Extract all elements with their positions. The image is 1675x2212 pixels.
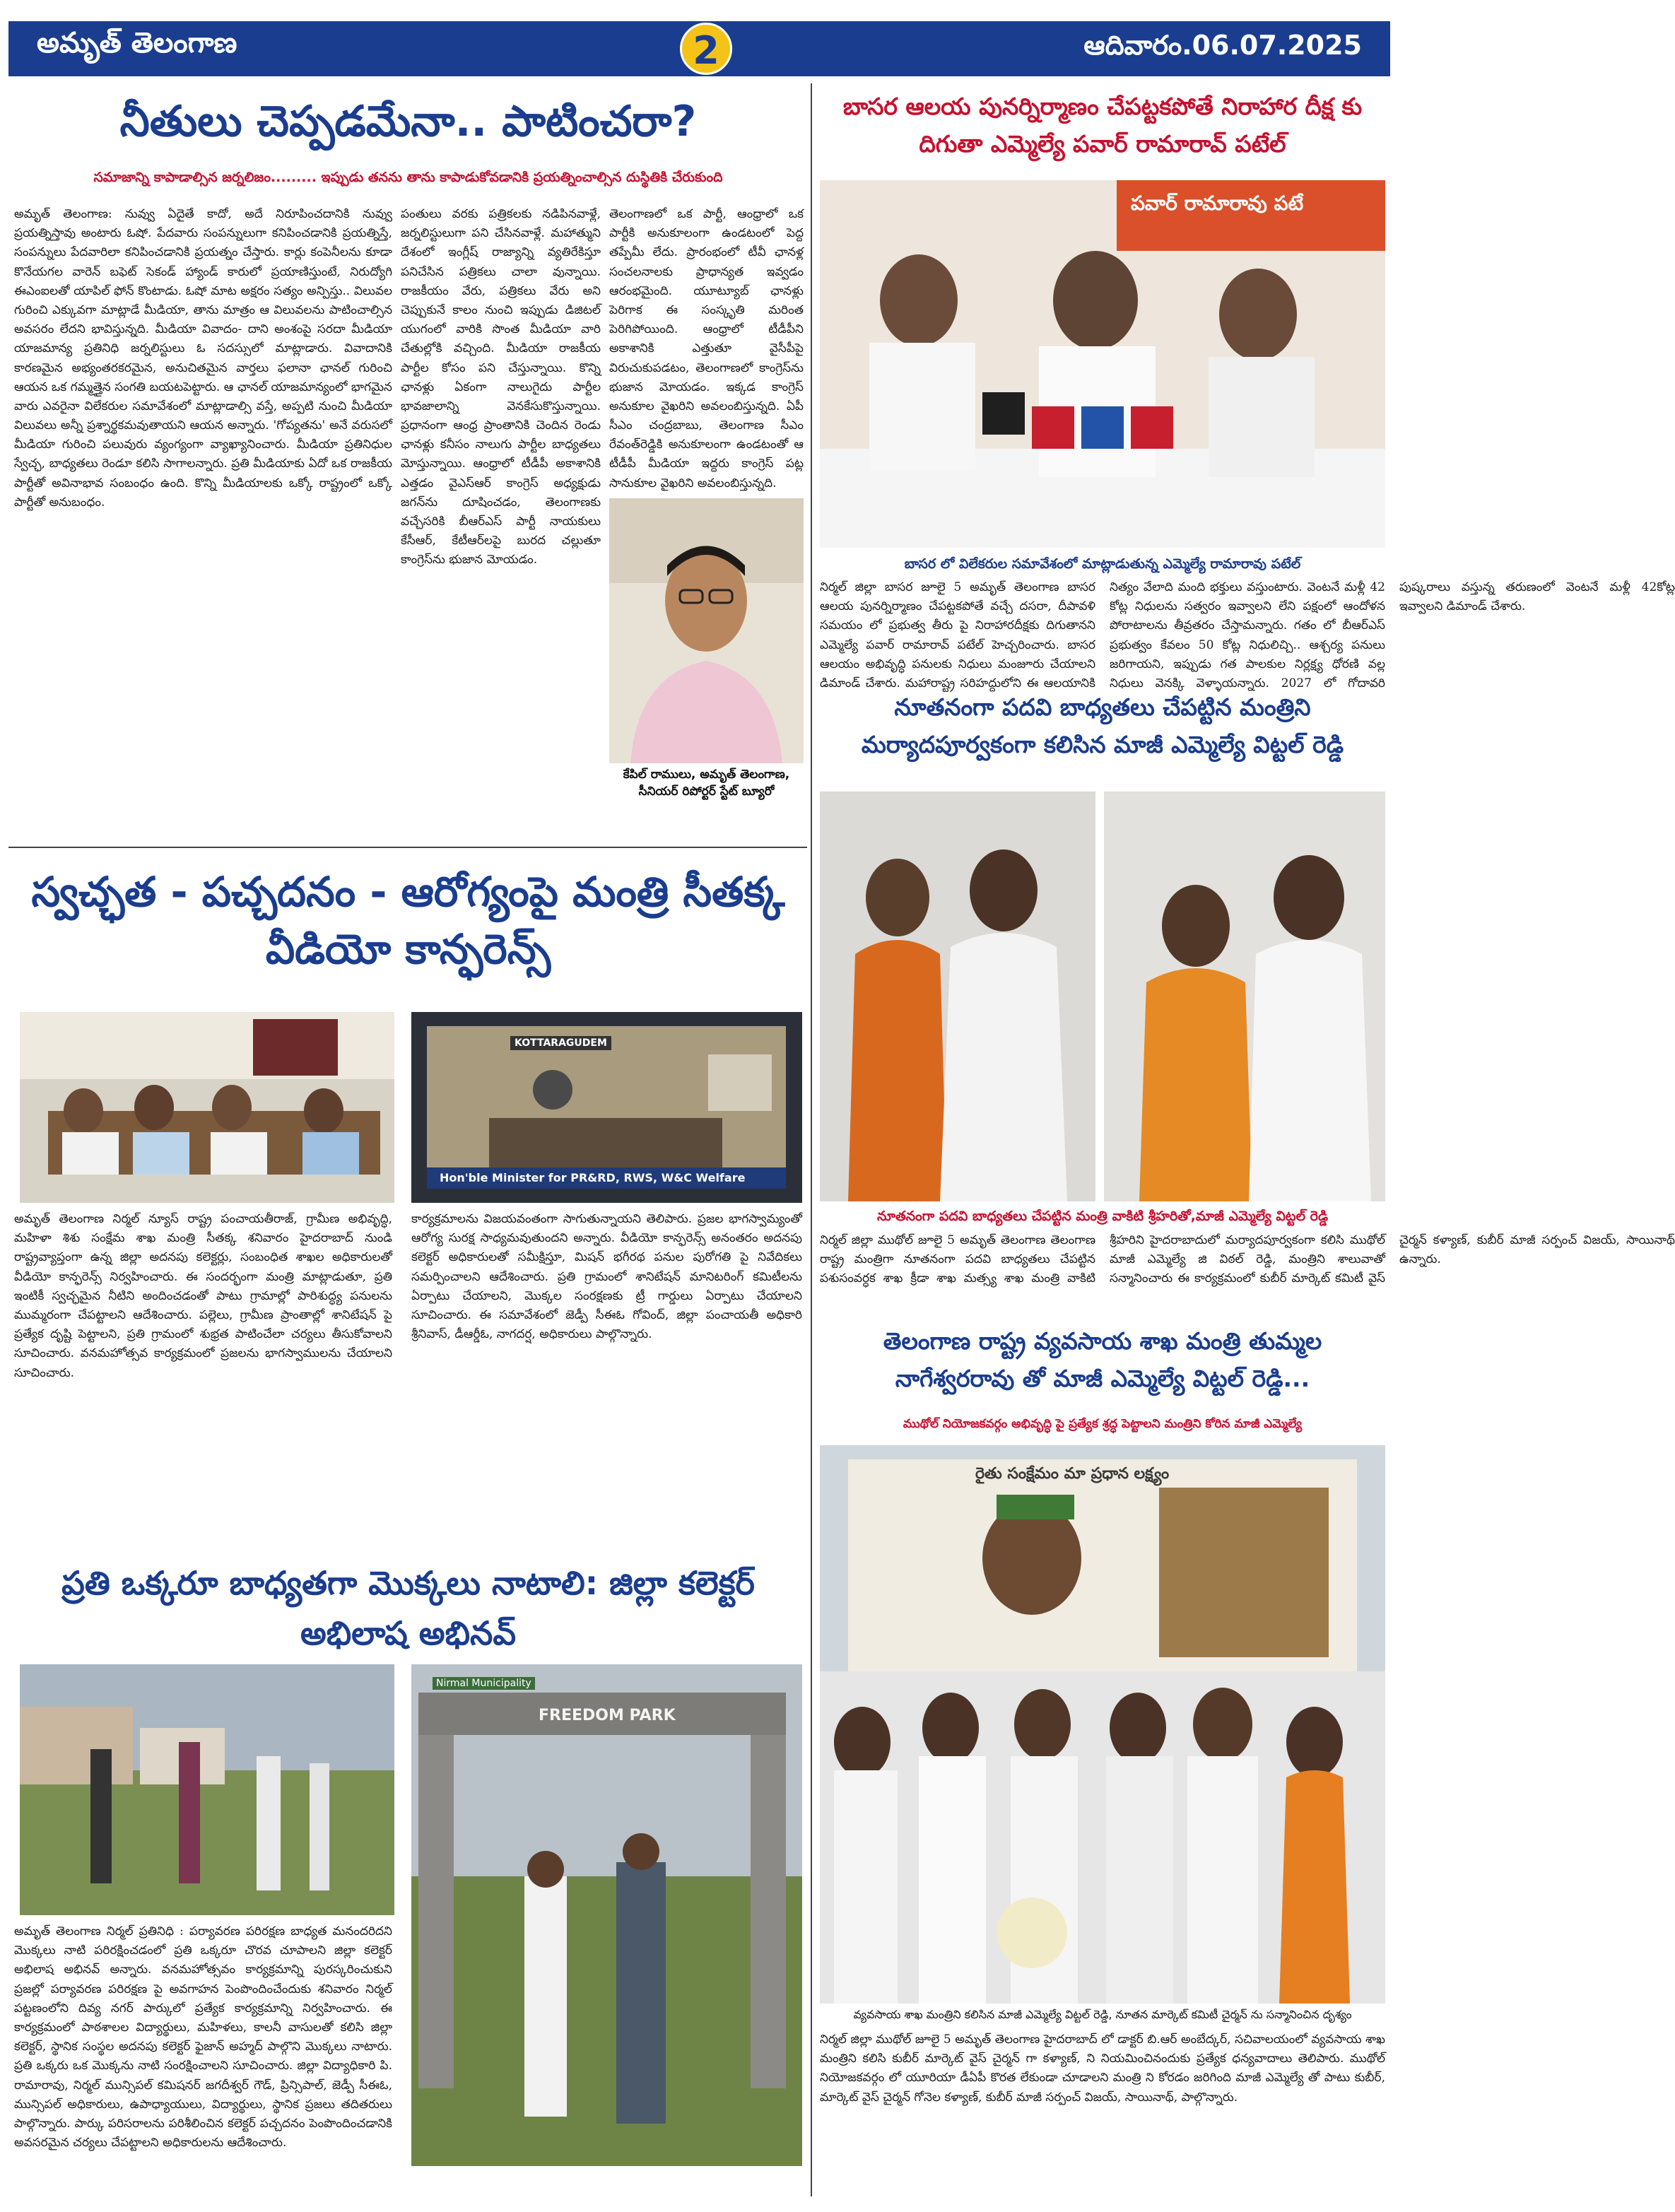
lead-body-col1: అమృత్ తెలంగాణ: నువ్వు ఏదైతే కాదో, అదే నిరూపించదానికి నువ్వు ప్రయత్నిస్తావు అంటారు ఓషో. పేదవారు సంపన్నులుగా కనిపించడానికి ప్రయత్నిస్తే, సంపన్నులు పేదవారిలా కనిపించడానికి ప్రయత్నం చేస్తారు. కార్లు కంపెనీలను కూడా కొనేయగల వారెన్ బఫెట్ సెకండ్ హ్యాండ్ కారులో ప్రయాణిస్తుంటే, నిరుద్యోగి ఈఎంఐలతో యాపిల్ ఫోన్ కొంటాడు. ఓషో మాట అక్షరం సత్యం అన్పిస్తు.. విలువల గురించి ఎక్కువగా మాట్లాడే మీడియా, తాను మాత్రం ఆ విలువలను పాటించాల్సిన అవసరం లేదని భావిస్తున్నది. మీడియా వివాదం- దాని అంశంపై సరదా మీడియా యాజమాన్య ప్రతినిధి జర్నలిస్టులు ఓ సదస్సులో మాట్లాడారు. వివాదానికి కారణమైన అభ్యంతరకరమైన, అనుచితమైన వార్తలు ఫలానా ఛానల్ గురించి ఆయన ఒక గమ్మత్తైన సంగతి బయటపెట్టారు. ఆ ఛానల్ యాజమాన్యంలో భాగమైన వారు ఎవరైనా విలేకరుల సమావేశంలో మాట్లాడాల్సి వస్తే, అప్పటి నుంచి మీడియా విలువలు అన్నీ ప్రశ్నార్థకమవుతాయని ఆయన అన్నారు. 'గోప్యతను' అనే వరుసలో మీడియా గురించి పలువురు వ్యంగ్యంగా వ్యాఖ్యానించారు. మీడియా ప్రతినిధుల స్వేచ్ఛ, బాధ్యతలు రెండూ కలిసి సాగాలన్నారు. ప్రతి మీడియాకు ఏదో ఒక రాజకీయ పార్టీతో అవినాభావ సంబంధం ఉంది. కొన్ని మీడియాలకు ఒక్కో రాష్ట్రంలో ఒక్కో పార్టీతో అనుబంధం. (14, 207, 392, 510)
video-conference-screen-photo (411, 1012, 802, 1203)
plantation-photo-left (20, 1664, 394, 1915)
municipal-sign: Nirmal Municipality (433, 1677, 535, 1690)
agri-minister-photo (820, 1445, 1385, 2004)
screen-label: Hon'ble Minister for PR&RD, RWS, W&C Welfare (440, 1171, 746, 1184)
agri-subheading: ముథోల్ నియోజకవర్గం అభివృద్ధి పై ప్రత్యేక శ్రద్ధ పెట్టాలని మంత్రిని కోరిన మాజీ ఎమ్మెల్యే (903, 1417, 1303, 1431)
seethakka-headline: స్వచ్ఛత - పచ్చదనం - ఆరోగ్యంపై మంత్రి సీతక్క వీడియో కాన్ఫరెన్స్ (31, 868, 785, 974)
reporter-portrait (609, 498, 804, 763)
lead-body-col2: పంతులు వరకు పత్రికలకు నడిపినవాళ్లే, జర్నలిస్టులుగా పని చేసినవాళ్లే. మహాత్ముని దేశంలో ఇంగ్లీష్ రాజ్యాన్ని వ్యతిరేకిస్తూ పనిచేసిన పత్రికలు చాలా వున్నాయి. రాజకీయం వేరు, పత్రికలు వేరు అని చెప్పుకునే కాలం నుంచి ఇప్పుడు డిజిటల్ యుగంలో వారికి సొంత మీడియా వారి చేతుల్లోకి వచ్చింది. మీడియా రాజకీయ పార్టీల కోసం పని చేస్తున్నాయి. కొన్ని ఛానళ్లు ఏకంగా నాలుగైదు పార్టీల భావజాలాన్ని వెనకేసుకొస్తున్నాయి. ప్రధానంగా ఆంధ్ర ప్రాంతానికి చెందిన రెండు ఛానళ్లు కనీసం నాలుగు పార్టీల బాధ్యతలు మోస్తున్నాయి. ఆంధ్రాలో టీడీపీ అకాశానికి ఎత్తడం వైఎస్ఆర్ కాంగ్రెస్ అధ్యక్షుడు జగన్‌ను దూషించడం, తెలంగాణకు వచ్చేసరికి బీఆర్ఎస్ పార్టీ నాయకులు కేసీఆర్, కేటీఆర్‌లపై బురద చల్లుతూ కాంగ్రెస్‌ను భుజాన మోయడం. (401, 207, 601, 567)
lead-body-col3: తెలంగాణలో ఒక పార్టీ, ఆంధ్రాలో ఒక పార్టీకి అనుకూలంగా ఉండటంలో పెద్ద తప్పేమీ లేదు. ప్రారంభంలో టీవీ ఛానళ్ల సంచలనాలకు ప్రాధాన్యత ఇవ్వడం ఆరంభమైంది. యూట్యూబ్ ఛానళ్లు పెరిగాక ఈ సంస్కృతి మరింత పెరిగిపోయింది. ఆంధ్రాలో టీడీపీని అకాశానికి ఎత్తుతూ వైసీపీపై విరుచుకుపడటం, తెలంగాణలో కాంగ్రెస్‌ను భుజాన మోయడం. ఇక్కడ కాంగ్రెస్ అనుకూల వైఖరిని అవలంబిస్తున్నది. ఏపీ సీఎం చంద్రబాబు, తెలంగాణ సీఎం రేవంత్‌రెడ్డికి అనుకూలంగా ఉండటంతో ఆ టీడీపీ మీడియా ఇద్దరు కాంగ్రెస్ పట్ల సానుకూల వైఖరిని అవలంబిస్తున్నది. (609, 207, 804, 490)
video-conference-photo-office (20, 1012, 394, 1203)
agri-headline: తెలంగాణ రాష్ట్ర వ్యవసాయ శాఖ మంత్రి తుమ్మల నాగేశ్వరరావు తో మాజీ ఎమ్మెల్యే విట్టల్ రెడ్డి... (883, 1327, 1322, 1392)
basara-caption: బాసర లో విలేకరుల సమావేశంలో మాట్లాడుతున్న ఎమ్మెల్యే రామారావు పటేల్ (904, 556, 1301, 572)
lead-headline: నీతులు చెప్పడమేనా.. పాటించరా? (119, 97, 697, 146)
lead-subheading: సమాజాన్ని కాపాడాల్సిన జర్నలిజం......... ఇప్పుడు తనను తాను కాపాడుకోవడానికి ప్రయత్నించాల్సిన దుస్థితికి చేరుకుంది (93, 170, 723, 185)
freedom-park-photo (411, 1664, 802, 2166)
press-meet-photo (820, 180, 1385, 548)
banner-text: పవార్ రామారావు పటే (1131, 192, 1304, 215)
minister-body: నిర్మల్ జిల్లా ముథోల్ జూలై 5 అమృత్ తెలంగాణ తెలంగాణ రాష్ట్ర మంత్రిగా నూతనంగా పదవి బాధ్యతలు చేపట్టిన పశుసంవర్ధక శాఖ క్రీడా శాఖ మత్స్య శాఖ మంత్రి వాకిటి శ్రీహరిని హైదరాబాదులో మర్యాదపూర్వకంగా కలిసి ముథోల్ మాజీ ఎమ్మెల్యే జి విఠల్ రెడ్డి, మంత్రిని శాలువాతో సన్మానించారు ఈ కార్యక్రమంలో కుబీర్ మార్కెట్ కమిటీ వైస్ చైర్మన్ కళ్యాణ్, కుబీర్ మాజీ సర్పంచ్ విజయ్, సాయినాథ్ ఉన్నారు. (820, 1233, 1675, 1286)
minister-photo-right (1104, 792, 1385, 1201)
column-divider (811, 83, 812, 2196)
basara-body: నిర్మల్ జిల్లా బాసర జూలై 5 అమృత్ తెలంగాణ బాసర ఆలయ పునర్నిర్మాణం చేపట్టకపోతే వచ్చే దసరా, దీపావళి సమయం లో ప్రభుత్వ తీరు పై నిరాహారదీక్షకు దిగుతానని ఎమ్మెల్యే పవార్ రామారావ్ పటేల్ హెచ్చరించారు. బాసర ఆలయం అభివృద్ధి పనులకు నిధులు మంజూరు చేయాలని డిమాండ్ చేశారు. మహారాష్ట్ర సరిహద్దులోని ఈ ఆలయానికి నిత్యం వేలాది మంది భక్తులు వస్తుంటారు. వెంటనే మళ్లీ 42 కోట్ల నిధులను సత్వరం ఇవ్వాలని లేని పక్షంలో ఆందోళన పోరాటాలను తీవ్రతరం చేస్తామన్నారు. గతం లో బీఆర్ఎస్ ప్రభుత్వం కేవలం 50 కోట్ల నిధులిచ్చి.. ఆశ్చర్య పనులు జరిగాయని, ఇప్పుడు గత పాలకుల నిర్లక్ష్య ధోరణి వల్ల నిధులు వెనక్కి వెళ్ళాయన్నారు. 2027 లో గోదావరి పుష్కరాలు వస్తున్న తరుణంలో వెంటనే మళ్లీ 42కోట్ల ఇవ్వాలని డిమాండ్ చేశారు. (820, 580, 1675, 690)
collector-body-col1: అమృత్ తెలంగాణ నిర్మల్ ప్రతినిధి : పర్యావరణ పరిరక్షణ బాధ్యత మనందరిదని మొక్కలు నాటి పరిరక్షించడంలో ప్రతి ఒక్కరూ చొరవ చూపాలని జిల్లా కలెక్టర్ అభిలాష అభినవ్ అన్నారు. వనమహోత్సవం కార్యక్రమాన్ని పురస్కరించుకుని ప్రజల్లో పర్యావరణ పరిరక్షణ పై అవగాహన పెంపొందించేందుకు శనివారం నిర్మల్ పట్టణంలోని దివ్య నగర్ పార్కులో ప్రత్యేక కార్యక్రమాన్ని నిర్వహించారు. ఈ కార్యక్రమంలో పాఠశాలల విద్యార్థులు, మహిళలు, కాలనీ వాసులతో కలిసి జిల్లా కలెక్టర్, స్థానిక సంస్థల అదనపు కలెక్టర్ ఫైజాన్ అహ్మద్ పాల్గొని మొక్కలు నాటారు. ప్రతి ఒక్కరు ఒక మొక్కను నాటి సంరక్షించాలని సూచించారు. జిల్లా విద్యాధికారి పి. రామారావు, నిర్మల్ మున్సిపల్ కమిషనర్ జగదీశ్వర్ గౌడ్, ప్రిన్సిపాల్, జెడ్పీ సీఈఓ, మున్సిపల్ అధికారులు, ఉపాధ్యాయులు, విద్యార్థులు, స్థానిక ప్రజలు తదితరులు పాల్గొన్నారు. పార్కు పరిసరాలను పరిశీలించిన కలెక్టర్ పచ్చదనం పెంపొందించడానికి అవసరమైన చర్యలు చేపట్టాలని అధికారులను ఆదేశించారు. (14, 1924, 392, 2151)
section-divider (8, 847, 807, 848)
masthead (8, 21, 1390, 76)
paper-name: అమృత్ తెలంగాణ (37, 27, 237, 59)
page-number: 2 (680, 23, 732, 75)
screen-badge: KOTTARAGUDEM (510, 1036, 611, 1050)
minister-caption: నూతనంగా పదవి బాధ్యతలు చేపట్టిన మంత్రి వాకిటి శ్రీహరితో,మాజీ ఎమ్మెల్యే విట్టల్ రెడ్డి (876, 1208, 1329, 1224)
screen-text: రైతు సంక్షేమం మా ప్రధాన లక్ష్యం (975, 1465, 1170, 1483)
minister-headline: నూతనంగా పదవి బాధ్యతలు చేపట్టిన మంత్రిని మర్యాదపూర్వకంగా కలిసిన మాజీ ఎమ్మెల్యే విట్టల్ రెడ్డి (861, 693, 1344, 758)
issue-date: ఆదివారం.06.07.2025 (1083, 30, 1362, 61)
seethakka-body-col1: అమృత్ తెలంగాణ నిర్మల్ న్యూస్ రాష్ట్ర పంచాయతీరాజ్, గ్రామీణ అభివృద్ధి, మహిళా శిశు సంక్షేమ శాఖ మంత్రి సీతక్క శనివారం హైదరాబాద్ నుండి రాష్ట్రవ్యాప్తంగా ఉన్న జిల్లా అదనపు కలెక్టర్లు, సంబంధిత శాఖల అధికారులతో వీడియో కాన్ఫరెన్స్ నిర్వహించారు. ఈ సందర్భంగా మంత్రి మాట్లాడుతూ, ప్రతి ఇంటికీ స్వచ్ఛమైన నీటిని అందించడంతో పాటు గ్రామాల్లో పారిశుద్ధ్య పనులను ముమ్మరంగా చేపట్టాలని ఆదేశించారు. పల్లెలు, గ్రామీణ ప్రాంతాల్లో శానిటేషన్ పై ప్రత్యేక దృష్టి పెట్టాలని, ప్రతి గ్రామంలో శుభ్రత పాటించేలా చర్యలు తీసుకోవాలని సూచించారు. వనమహోత్సవ కార్యక్రమంలో ప్రజలను భాగస్వాములను చేయాలని సూచించారు. (14, 1212, 392, 1380)
seethakka-body-col2: కార్యక్రమాలను విజయవంతంగా సాగుతున్నాయని తెలిపారు. ప్రజల భాగస్వామ్యంతో ఆరోగ్య సురక్ష సాధ్యమవుతుందని అన్నారు. వీడియో కాన్ఫరెన్స్ అనంతరం అదనపు కలెక్టర్ అధికారులతో సమీక్షిస్తూ, మిషన్ భగీరథ పనుల పురోగతి పై నివేదికలు సమర్పించాలని ఆదేశించారు. ప్రతి గ్రామంలో శానిటేషన్ మానిటరింగ్ కమిటీలను ఏర్పాటు చేయాలని, మొక్కల సంరక్షణకు ట్రీ గార్డులు ఏర్పాటు చేయాలని సూచించారు. ఈ సమావేశంలో జెడ్పీ సీఈఓ గోవింద్, జిల్లా పంచాయతీ అధికారి శ్రీనివాస్, డీఆర్డీఓ, నాగదర్ష, అధికారులు పాల్గొన్నారు. (411, 1212, 802, 1342)
collector-headline: ప్రతి ఒక్కరూ బాధ్యతగా మొక్కలు నాటాలి: జిల్లా కలెక్టర్ అభిలాష అభినవ్ (61, 1564, 755, 1653)
agri-body: నిర్మల్ జిల్లా ముథోల్ జూలై 5 అమృత్ తెలంగాణ హైదరాబాద్ లో డాక్టర్ బి.ఆర్ అంబేద్కర్, సచివాలయంలో వ్యవసాయ శాఖ మంత్రిని కలిసి కుబీర్ మార్కెట్ వైస్ చైర్మన్ గా కళ్యాణ్, ని నియమించినందుకు ప్రత్యేక ధన్యవాదాలు తెలిపారు. ముథోల్ నియోజకవర్గం లో యూరియా డీఏపీ కొరత లేకుండా చూడాలని మంత్రి ని కోరడం జరిగింది మాజీ ఎమ్మెల్యే తో పాటు కుబీర్, మార్కెట్ వైస్ చైర్మన్ గోనెల కళ్యాణ్, కుబీర్ మాజీ సర్పంచ్ విజయ్, సాయినాథ్, పాల్గొన్నారు. (820, 2032, 1385, 2105)
agri-caption: వ్యవసాయ శాఖ మంత్రిని కలిసిన మాజీ ఎమ్మెల్యే విట్టల్ రెడ్డి, నూతన మార్కెట్ కమిటీ చైర్మన్ ను సన్మానించిన దృశ్యం (853, 2008, 1352, 2021)
park-sign: FREEDOM PARK (539, 1707, 676, 1724)
basara-headline: బాసర ఆలయ పునర్నిర్మాణం చేపట్టకపోతే నిరాహార దీక్ష కు దిగుతా ఎమ్మెల్యే పవార్ రామారావ్ పటేల్ (842, 93, 1363, 158)
reporter-caption: కేపిల్ రాములు, అమృత్ తెలంగాణ, సీనియర్ రిపోర్టర్ స్టేట్ బ్యూరో (623, 767, 790, 799)
minister-photo-left (820, 792, 1095, 1201)
